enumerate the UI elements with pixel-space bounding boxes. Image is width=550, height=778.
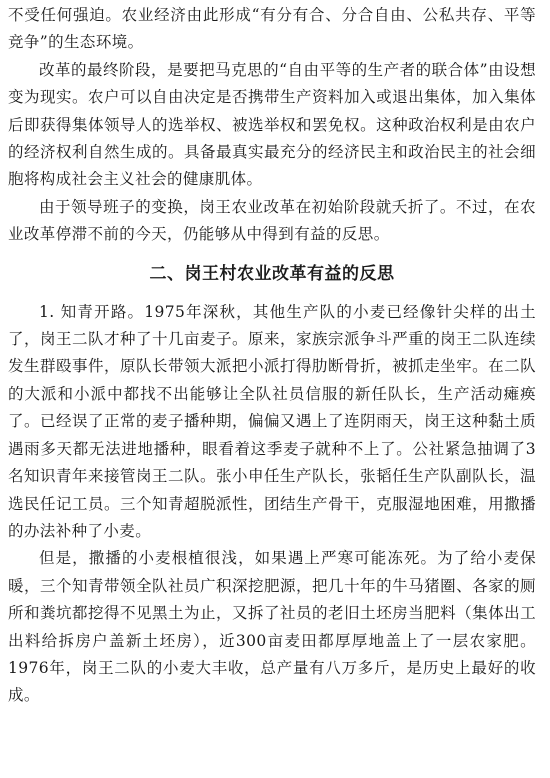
paragraph-continuation: 不受任何强迫。农业经济由此形成“有分有合、分合自由、公私共存、平等竞争”的生态环境。 xyxy=(8,6,536,52)
paragraph-leadership-change: 由于领导班子的变换，岗王农业改革在初始阶段就夭折了。不过，在农业改革停滞不前的今天，仍能够从中得到有益的反思。 xyxy=(8,197,536,244)
paragraph-fertilizer-harvest: 但是，撒播的小麦根植很浅，如果遇上严寒可能冻死。为了给小麦保暖，三个知青带领全队社员广积深挖肥源，把几十年的牛马猪圈、各家的厕所和粪坑都挖得不见黑土为止，又拆了社员的老旧土坯房当肥料（集体出工出料给拆房户盖新土坯房），近300亩麦田都厚厚地盖上了一层农家肥。1976年，岗王二队的小麦大丰收，总产量有八万多斤，是历史上最好的收成。 xyxy=(8,549,536,705)
section-heading: 二、岗王村农业改革有益的反思 xyxy=(149,263,395,284)
document-page xyxy=(8,2,536,710)
paragraph-educated-youth: 1. 知青开路。1975年深秋，其他生产队的小麦已经像针尖样的出土了，岗王二队才种了十几亩麦子。原来，家族宗派争斗严重的岗王二队连续发生群殴事件，原队长带领大派把小派打得肋断骨折，被抓走坐牢。在二队的大派和小派中都找不出能够让全队社员信服的新任队长，生产活动瘫痪了。已经误了正常的麦子播种期，偏偏又遇上了连阴雨天，岗王这种黏土质遇雨多天都无法进地播种，眼看着这季麦子就种不上了。公社紧急抽调了3名知识青年来接管岗王二队。张小申任生产队长，张韬任生产队副队长，温选民任记工员。三个知青超脱派性，团结生产骨干，克服湿地困难，用撒播的办法补种了小麦。 xyxy=(8,302,536,540)
paragraph-final-stage: 改革的最终阶段，是要把马克思的“自由平等的生产者的联合体”由设想变为现实。农户可以自由决定是否携带生产资料加入或退出集体，加入集体后即获得集体领导人的选举权、被选举权和罢免权。这种政治权利是由农户的经济权利自然生成的。具备最真实最充分的经济民主和政治民主的社会细胞将构成社会主义社会的健康肌体。 xyxy=(8,60,536,189)
